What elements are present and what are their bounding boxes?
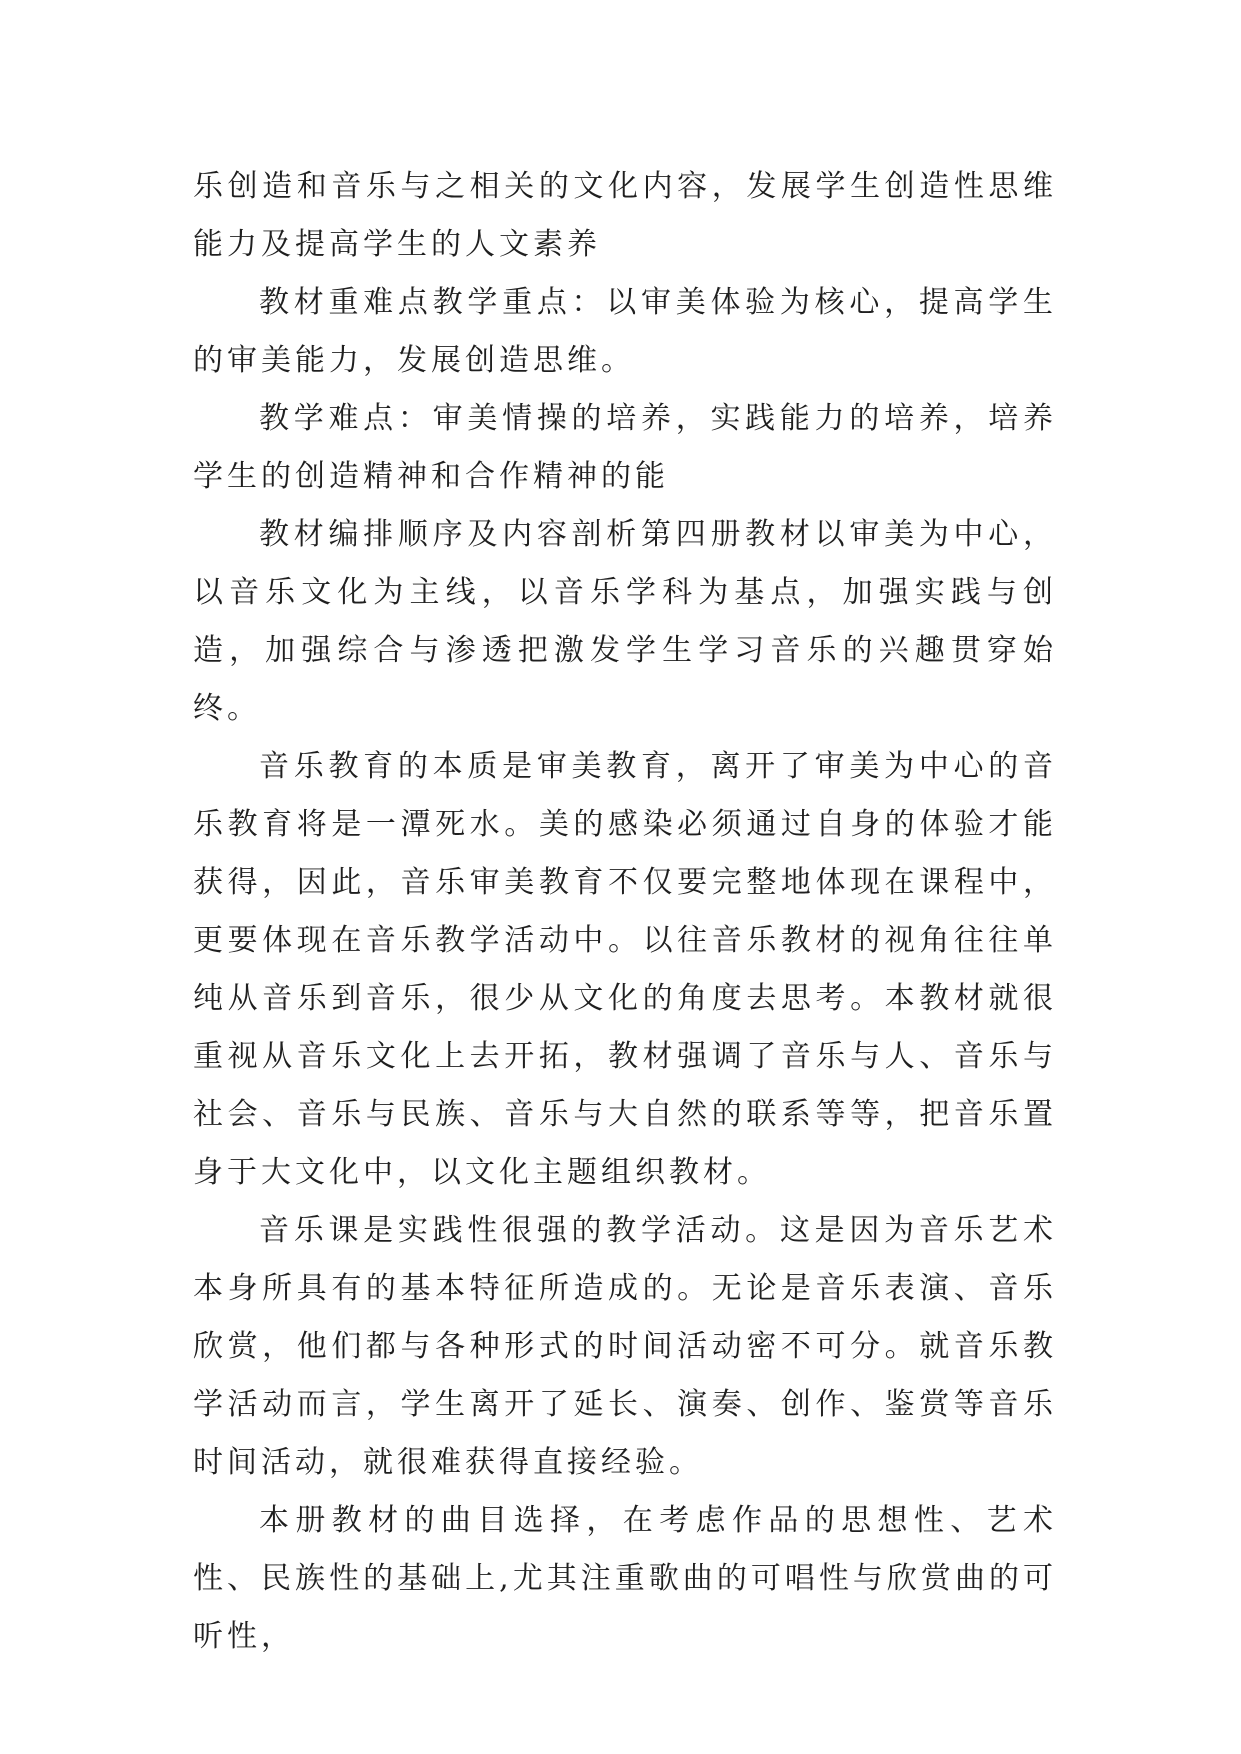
paragraph-7: 本册教材的曲目选择，在考虑作品的思想性、艺术性、民族性的基础上,尤其注重歌曲的可唱性与欣赏曲的可听性， xyxy=(193,1503,1057,1654)
paragraph-2: 教材重难点教学重点：以审美体验为核心，提高学生的审美能力，发展创造思维。 xyxy=(193,285,1057,378)
paragraph-3: 教学难点：审美情操的培养，实践能力的培养，培养学生的创造精神和合作精神的能 xyxy=(193,401,1057,494)
paragraph-6: 音乐课是实践性很强的教学活动。这是因为音乐艺术本身所具有的基本特征所造成的。无论是音乐表演、音乐欣赏，他们都与各种形式的时间活动密不可分。就音乐教学活动而言，学生离开了延长、演奏、创作、鉴赏等音乐时间活动，就很难获得直接经验。 xyxy=(193,1213,1057,1480)
document-body xyxy=(193,158,1057,1666)
paragraph-1: 乐创造和音乐与之相关的文化内容，发展学生创造性思维能力及提高学生的人文素养 xyxy=(193,169,1057,262)
paragraph-4: 教材编排顺序及内容剖析第四册教材以审美为中心，以音乐文化为主线，以音乐学科为基点，加强实践与创造，加强综合与渗透把激发学生学习音乐的兴趣贯穿始终。 xyxy=(193,517,1057,726)
paragraph-5: 音乐教育的本质是审美教育，离开了审美为中心的音乐教育将是一潭死水。美的感染必须通过自身的体验才能获得，因此，音乐审美教育不仅要完整地体现在课程中，更要体现在音乐教学活动中。以往音乐教材的视角往往单纯从音乐到音乐，很少从文化的角度去思考。本教材就很重视从音乐文化上去开拓，教材强调了音乐与人、音乐与社会、音乐与民族、音乐与大自然的联系等等，把音乐置身于大文化中，以文化主题组织教材。 xyxy=(193,749,1057,1190)
